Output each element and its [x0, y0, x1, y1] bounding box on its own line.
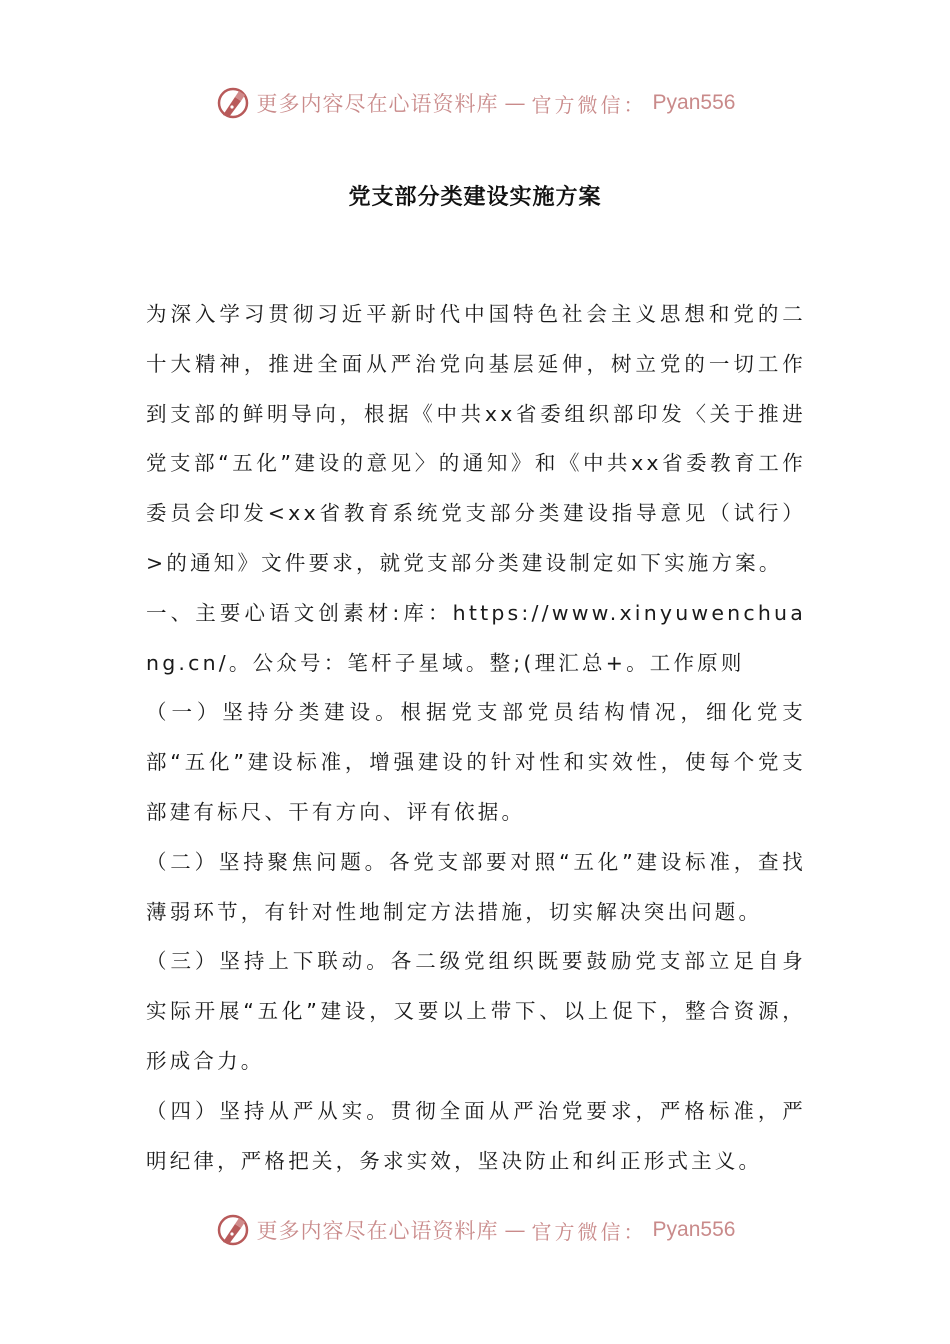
watermark-wechat-id: Pyan556: [652, 91, 736, 114]
principle-paragraph-1: （一）坚持分类建设。根据党支部党员结构情况，细化党支部“五化”建设标准，增强建设的针对性和实效性，使每个党支部建有标尺、干有方向、评有依据。: [146, 700, 806, 824]
section-heading: 一、主要心语文创素材:库：https://www.xinyuwenchuang.cn/。公众号：笔杆子星域。整;(理汇总+。工作原则: [146, 600, 806, 675]
header-watermark: [0, 78, 950, 128]
watermark-wechat-label: 官方微信：: [531, 92, 647, 117]
watermark-site-text: 更多内容尽在心语资料库: [256, 92, 499, 116]
principle-paragraph-2: （二）坚持聚焦问题。各党支部要对照“五化”建设标准，查找薄弱环节，有针对性地制定方法措施，切实解决突出问题。: [146, 849, 806, 924]
document-body: [146, 290, 806, 1186]
watermark-wechat-label: 官方微信：: [531, 1219, 647, 1244]
footer-watermark: [0, 1205, 950, 1255]
pen-nib-logo-icon: [215, 1212, 251, 1248]
watermark-separator: —: [504, 91, 526, 115]
principle-paragraph-3: （三）坚持上下联动。各二级党组织既要鼓励党支部立足自身实际开展“五化”建设，又要以上带下、以上促下，整合资源，形成合力。: [146, 949, 806, 1073]
watermark-site-text: 更多内容尽在心语资料库: [256, 1219, 499, 1243]
pen-nib-logo-icon: [215, 85, 251, 121]
document-title: 党支部分类建设实施方案: [348, 185, 602, 210]
principle-paragraph-4: （四）坚持从严从实。贯彻全面从严治党要求，严格标准，严明纪律，严格把关，务求实效，坚决防止和纠正形式主义。: [146, 1098, 806, 1173]
watermark-separator: —: [504, 1218, 526, 1242]
intro-paragraph: 为深入学习贯彻习近平新时代中国特色社会主义思想和党的二十大精神，推进全面从严治党向基层延伸，树立党的一切工作到支部的鲜明导向，根据《中共xx省委组织部印发〈关于推进党支部“五化”建设的意见〉的通知》和《中共xx省委教育工作委员会印发<xx省教育系统党支部分类建设指导意见（试行）>的通知》文件要求，就党支部分类建设制定如下实施方案。: [146, 302, 806, 575]
watermark-wechat-id: Pyan556: [652, 1218, 736, 1241]
